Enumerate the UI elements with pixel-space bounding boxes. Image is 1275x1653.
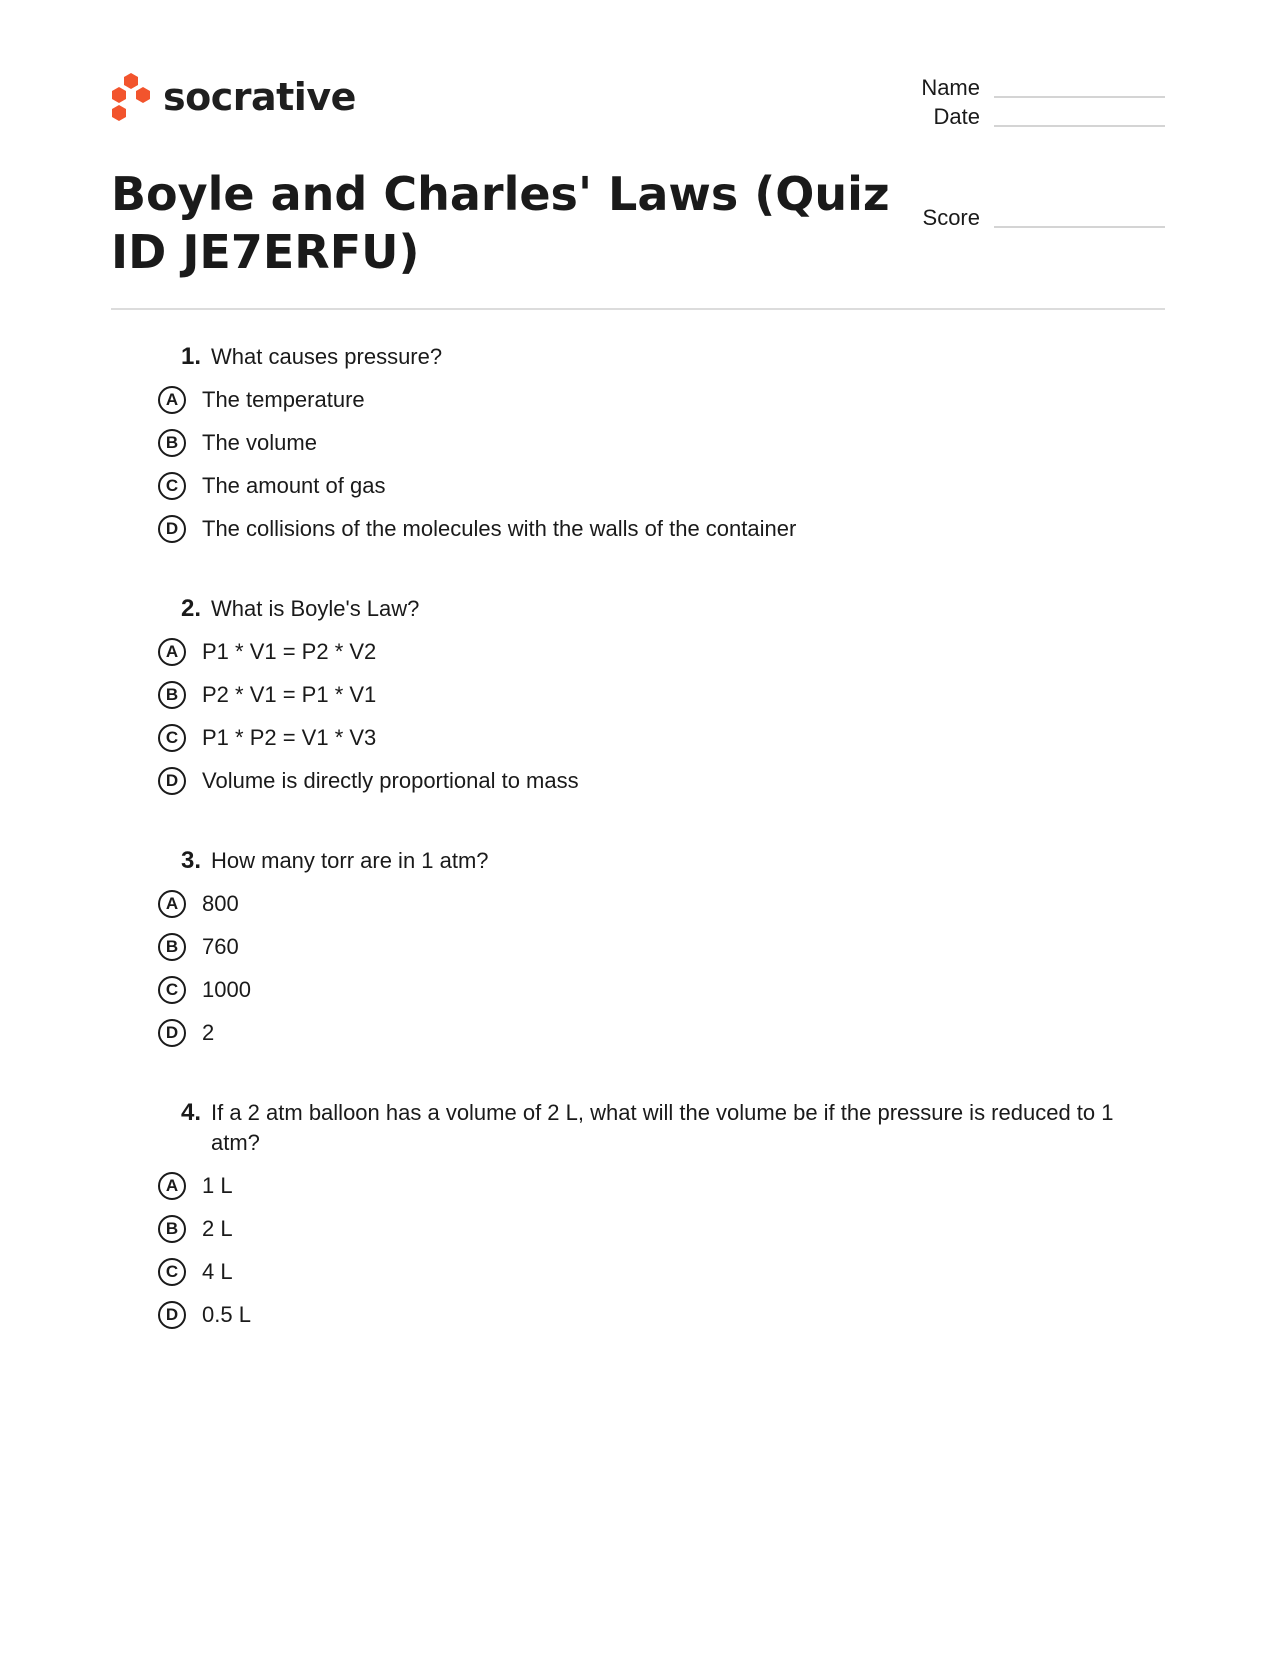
option-letter-circle: D xyxy=(158,767,186,795)
question-text: What is Boyle's Law? xyxy=(211,596,420,621)
option-letter-circle: A xyxy=(158,386,186,414)
option-text: 2 L xyxy=(202,1215,233,1241)
answer-option xyxy=(165,925,1125,968)
question-text: How many torr are in 1 atm? xyxy=(211,848,489,873)
question-text: What causes pressure? xyxy=(211,344,443,369)
question-stem xyxy=(165,342,1125,372)
answer-option xyxy=(165,968,1125,1011)
answer-option xyxy=(165,507,1125,550)
option-letter-circle: B xyxy=(158,933,186,961)
question-3 xyxy=(165,846,1125,1054)
answer-option xyxy=(165,1250,1125,1293)
date-label: Date xyxy=(933,104,980,129)
option-text: 4 L xyxy=(202,1258,233,1284)
answer-option xyxy=(165,421,1125,464)
option-text: P1 * V1 = P2 * V2 xyxy=(202,638,377,664)
question-number: 1. xyxy=(180,343,201,370)
answer-option xyxy=(165,759,1125,802)
socrative-logo xyxy=(111,72,356,122)
answer-option xyxy=(165,1011,1125,1054)
answer-option xyxy=(165,716,1125,759)
score-line xyxy=(994,226,1165,228)
option-text: The collisions of the molecules with the walls of the container xyxy=(202,515,797,541)
header-divider xyxy=(111,308,1165,310)
question-text: If a 2 atm balloon has a volume of 2 L, what will the volume be if the pressure is reduced to 1 atm? xyxy=(211,1100,1114,1155)
option-text: 1000 xyxy=(202,976,251,1002)
question-stem xyxy=(165,846,1125,876)
socrative-hexagon-icon xyxy=(111,72,151,122)
option-letter-circle: D xyxy=(158,1019,186,1047)
option-letter-circle: C xyxy=(158,724,186,752)
question-stem xyxy=(165,1098,1125,1158)
answer-option xyxy=(165,464,1125,507)
option-letter-circle: D xyxy=(158,515,186,543)
brand-name: socrative xyxy=(163,75,356,119)
score-label: Score xyxy=(922,205,980,230)
question-number: 2. xyxy=(180,595,201,622)
answer-option xyxy=(165,1293,1125,1336)
option-letter-circle: A xyxy=(158,890,186,918)
name-line xyxy=(994,96,1165,98)
option-letter-circle: B xyxy=(158,1215,186,1243)
option-text: 760 xyxy=(202,933,239,959)
option-text: 1 L xyxy=(202,1172,233,1198)
date-line xyxy=(994,125,1165,127)
quiz-title: Boyle and Charles' Laws (Quiz ID JE7ERFU) xyxy=(111,167,890,279)
option-text: The volume xyxy=(202,429,317,455)
option-text: 2 xyxy=(202,1019,215,1045)
score-field xyxy=(860,206,1165,230)
answer-option xyxy=(165,673,1125,716)
option-text: 0.5 L xyxy=(202,1301,251,1327)
option-letter-circle: C xyxy=(158,472,186,500)
option-letter-circle: B xyxy=(158,681,186,709)
answer-option xyxy=(165,630,1125,673)
option-letter-circle: B xyxy=(158,429,186,457)
option-text: P2 * V1 = P1 * V1 xyxy=(202,681,377,707)
answer-option xyxy=(165,1164,1125,1207)
option-letter-circle: D xyxy=(158,1301,186,1329)
question-number: 3. xyxy=(180,847,201,874)
answer-option xyxy=(165,1207,1125,1250)
question-list xyxy=(165,342,1125,1380)
option-text: Volume is directly proportional to mass xyxy=(202,767,579,793)
question-stem xyxy=(165,594,1125,624)
option-letter-circle: C xyxy=(158,976,186,1004)
option-letter-circle: C xyxy=(158,1258,186,1286)
question-number: 4. xyxy=(180,1099,201,1126)
question-1 xyxy=(165,342,1125,550)
option-letter-circle: A xyxy=(158,1172,186,1200)
answer-option xyxy=(165,882,1125,925)
date-field xyxy=(860,105,1165,129)
option-letter-circle: A xyxy=(158,638,186,666)
name-field xyxy=(860,76,1165,100)
option-text: 800 xyxy=(202,890,239,916)
answer-option xyxy=(165,378,1125,421)
option-text: The amount of gas xyxy=(202,472,386,498)
question-4 xyxy=(165,1098,1125,1336)
question-2 xyxy=(165,594,1125,802)
option-text: P1 * P2 = V1 * V3 xyxy=(202,724,377,750)
name-label: Name xyxy=(921,75,980,100)
option-text: The temperature xyxy=(202,386,365,412)
